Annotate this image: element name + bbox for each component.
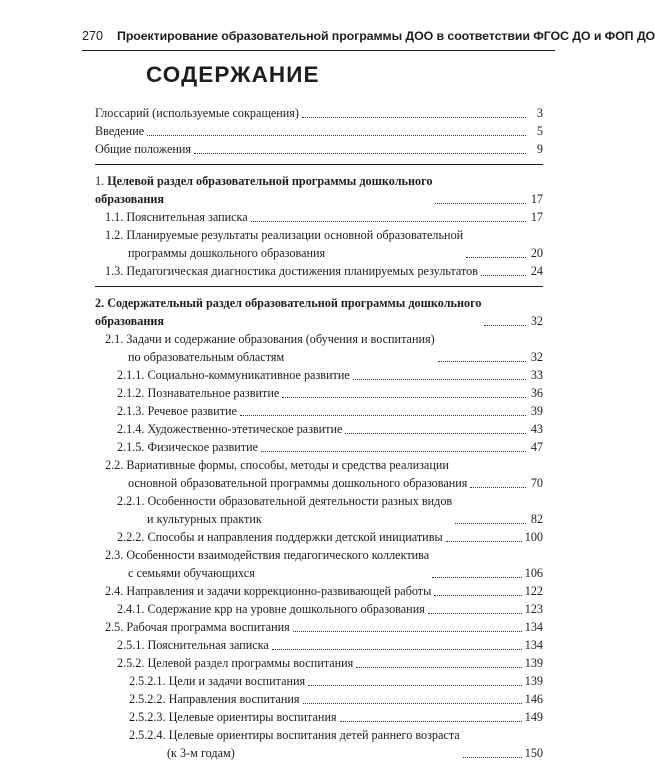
dot-leader (446, 541, 522, 542)
toc-entry-text: 2.1.2. Познавательное развитие (117, 386, 280, 400)
toc-entry-text: 2.5.2. Целевой раздел программы воспитания (117, 656, 354, 670)
dot-leader (282, 397, 526, 398)
toc-entry-text: 2.1.1. Социально-коммуникативное развитие (117, 368, 350, 382)
dot-leader (356, 667, 521, 668)
entry-line2: и культурных практик (147, 512, 262, 526)
toc-entry-text: 2.1.5. Физическое развитие (117, 440, 259, 454)
section-title-line1: Целевой раздел образовательной программы дошкольного (107, 174, 433, 188)
toc-entry-2-5-2-1[interactable] (95, 672, 543, 690)
toc-page-number: 3 (536, 106, 543, 120)
dot-leader (470, 487, 526, 488)
toc-entry-2-5-2[interactable] (95, 654, 543, 672)
entry-line2: по образовательным областям (128, 350, 285, 364)
toc-page-number: 32 (530, 350, 543, 364)
toc-entry-text: 2.1.3. Речевое развитие (117, 404, 237, 418)
dot-leader (345, 433, 526, 434)
toc-entry-2-1-2[interactable] (95, 384, 543, 402)
toc-entry-glossary[interactable] (95, 104, 543, 122)
section-divider (95, 286, 543, 287)
toc-entry-2-1-3[interactable] (95, 402, 543, 420)
dot-leader (261, 451, 526, 452)
dot-leader (484, 325, 526, 326)
toc-entry-introduction[interactable] (95, 122, 543, 140)
section-number: 2. (95, 296, 105, 310)
toc-page-number: 82 (530, 512, 543, 526)
toc-entry-text (117, 492, 452, 528)
toc-page-number: 106 (524, 566, 543, 580)
running-header (82, 29, 655, 43)
toc-page-number: 123 (524, 602, 543, 616)
toc-entry-text: 2.4. Направления и задачи коррекционно-развивающей работы (105, 584, 432, 598)
toc-page-number: 100 (524, 530, 543, 544)
dot-leader (303, 703, 522, 704)
toc-entry-2-4-1[interactable] (95, 600, 543, 618)
entry-line1: 2.3. Особенности взаимодействия педагогического коллектива (105, 548, 430, 562)
dot-leader (302, 117, 526, 118)
toc-page-number: 70 (530, 476, 543, 490)
entry-line1: 1.2. Планируемые результаты реализации основной образовательной (105, 228, 464, 242)
toc-entry-1-3[interactable] (95, 262, 543, 280)
dot-leader (434, 595, 521, 596)
toc-entry-text (105, 456, 467, 492)
toc-page-number: 139 (524, 656, 543, 670)
section-title-line2: образования (95, 192, 164, 206)
toc-entry-text: 1.3. Педагогическая диагностика достижения планируемых результатов (105, 264, 478, 278)
dot-leader (435, 203, 526, 204)
toc-entry-text (95, 172, 432, 208)
toc-entry-text: 2.5.2.2. Направления воспитания (129, 692, 300, 706)
dot-leader (308, 685, 522, 686)
section-divider (95, 164, 543, 165)
dot-leader (455, 523, 526, 524)
dot-leader (340, 721, 522, 722)
toc-entry-text (105, 226, 463, 262)
toc-entry-2-4[interactable] (95, 582, 543, 600)
toc-page-number: 134 (524, 638, 543, 652)
toc-section-2[interactable] (95, 294, 543, 330)
dot-leader (481, 275, 526, 276)
toc-page-number: 139 (524, 674, 543, 688)
toc-entry-text: 2.2.2. Способы и направления поддержки детской инициативы (117, 530, 443, 544)
toc-entry-text (129, 726, 460, 762)
toc-page-number: 149 (524, 710, 543, 724)
dot-leader (353, 379, 526, 380)
toc-entry-text (105, 546, 429, 582)
toc-entry-text: Общие положения (95, 142, 192, 156)
toc-page-number: 17 (530, 210, 543, 224)
dot-leader (463, 757, 522, 758)
entry-line2: программы дошкольного образования (128, 246, 326, 260)
toc-entry-text: 1.1. Пояснительная записка (105, 210, 248, 224)
header-rule (82, 50, 555, 51)
toc-page-number: 9 (536, 142, 543, 156)
toc-entry-text: 2.5.1. Пояснительная записка (117, 638, 269, 652)
toc-entry-2-5-2-2[interactable] (95, 690, 543, 708)
toc-entry-1-2[interactable] (95, 226, 543, 262)
dot-leader (432, 577, 522, 578)
entry-line2: с семьями обучающихся (128, 566, 255, 580)
dot-leader (466, 257, 526, 258)
toc-entry-text: 2.5. Рабочая программа воспитания (105, 620, 290, 634)
dot-leader (428, 613, 522, 614)
toc-entry-text (95, 294, 481, 330)
toc-entry-2-5-1[interactable] (95, 636, 543, 654)
toc-page-number: 150 (524, 746, 543, 760)
entry-line1: 2.5.2.4. Целевые ориентиры воспитания детей раннего возраста (129, 728, 460, 742)
toc-entry-general-provisions[interactable] (95, 140, 543, 158)
entry-line1: 2.2. Вариативные формы, способы, методы и средства реализации (105, 458, 449, 472)
toc-page-number: 32 (530, 314, 543, 328)
toc-entry-2-2[interactable] (95, 456, 543, 492)
entry-line2: (к 3-м годам) (167, 746, 235, 760)
toc-entry-2-1-5[interactable] (95, 438, 543, 456)
toc-entry-2-5[interactable] (95, 618, 543, 636)
toc-page-number: 33 (530, 368, 543, 382)
toc-page-number: 36 (530, 386, 543, 400)
toc-page-number: 122 (524, 584, 543, 598)
toc-page-number: 43 (530, 422, 543, 436)
toc-entry-text (105, 330, 435, 366)
toc-entry-text: 2.5.2.3. Целевые ориентиры воспитания (129, 710, 337, 724)
toc-page-number: 146 (524, 692, 543, 706)
toc-entry-text: Введение (95, 124, 145, 138)
dot-leader (194, 153, 526, 154)
toc-page-number: 47 (530, 440, 543, 454)
toc-entry-2-1[interactable] (95, 330, 543, 366)
toc-page-number: 5 (536, 124, 543, 138)
dot-leader (272, 649, 522, 650)
toc-page-number: 24 (530, 264, 543, 278)
toc-entry-2-1-1[interactable] (95, 366, 543, 384)
section-title-line1: Содержательный раздел образовательной программы дошкольного (107, 296, 482, 310)
toc-entry-2-2-1[interactable] (95, 492, 543, 528)
dot-leader (438, 361, 526, 362)
entry-line1: 2.2.1. Особенности образовательной деятельности разных видов (117, 494, 453, 508)
toc-entry-2-5-2-4[interactable] (95, 726, 543, 762)
toc-entry-2-1-4[interactable] (95, 420, 543, 438)
dot-leader (240, 415, 526, 416)
toc-entry-text: 2.4.1. Содержание крр на уровне дошкольного образования (117, 602, 425, 616)
toc-page-number: 134 (524, 620, 543, 634)
page-number: 270 (82, 29, 104, 43)
entry-line1: 2.1. Задачи и содержание образования (обучения и воспитания) (105, 332, 435, 346)
entry-line2: основной образовательной программы дошкольного образования (128, 476, 468, 490)
toc-entry-text: 2.1.4. Художественно-этетическое развитие (117, 422, 343, 436)
toc-entry-text: 2.5.2.1. Цели и задачи воспитания (129, 674, 306, 688)
section-number: 1. (95, 174, 105, 188)
section-title-line2: образования (95, 314, 164, 328)
page-title: СОДЕРЖАНИЕ (146, 62, 320, 87)
toc-entry-text: Глоссарий (используемые сокращения) (95, 106, 299, 120)
dot-leader (293, 631, 522, 632)
toc-entry-1-1[interactable] (95, 208, 543, 226)
toc-entry-2-5-2-3[interactable] (95, 708, 543, 726)
table-of-contents (95, 104, 543, 762)
toc-page-number: 20 (530, 246, 543, 260)
dot-leader (147, 135, 526, 136)
toc-page-number: 39 (530, 404, 543, 418)
toc-entry-2-2-2[interactable] (95, 528, 543, 546)
toc-entry-2-3[interactable] (95, 546, 543, 582)
toc-page-number: 17 (530, 192, 543, 206)
running-title: Проектирование образовательной программы ДОО в соответствии ФГОС ДО и ФОП ДО (117, 29, 655, 43)
dot-leader (251, 221, 526, 222)
toc-section-1[interactable] (95, 172, 543, 208)
